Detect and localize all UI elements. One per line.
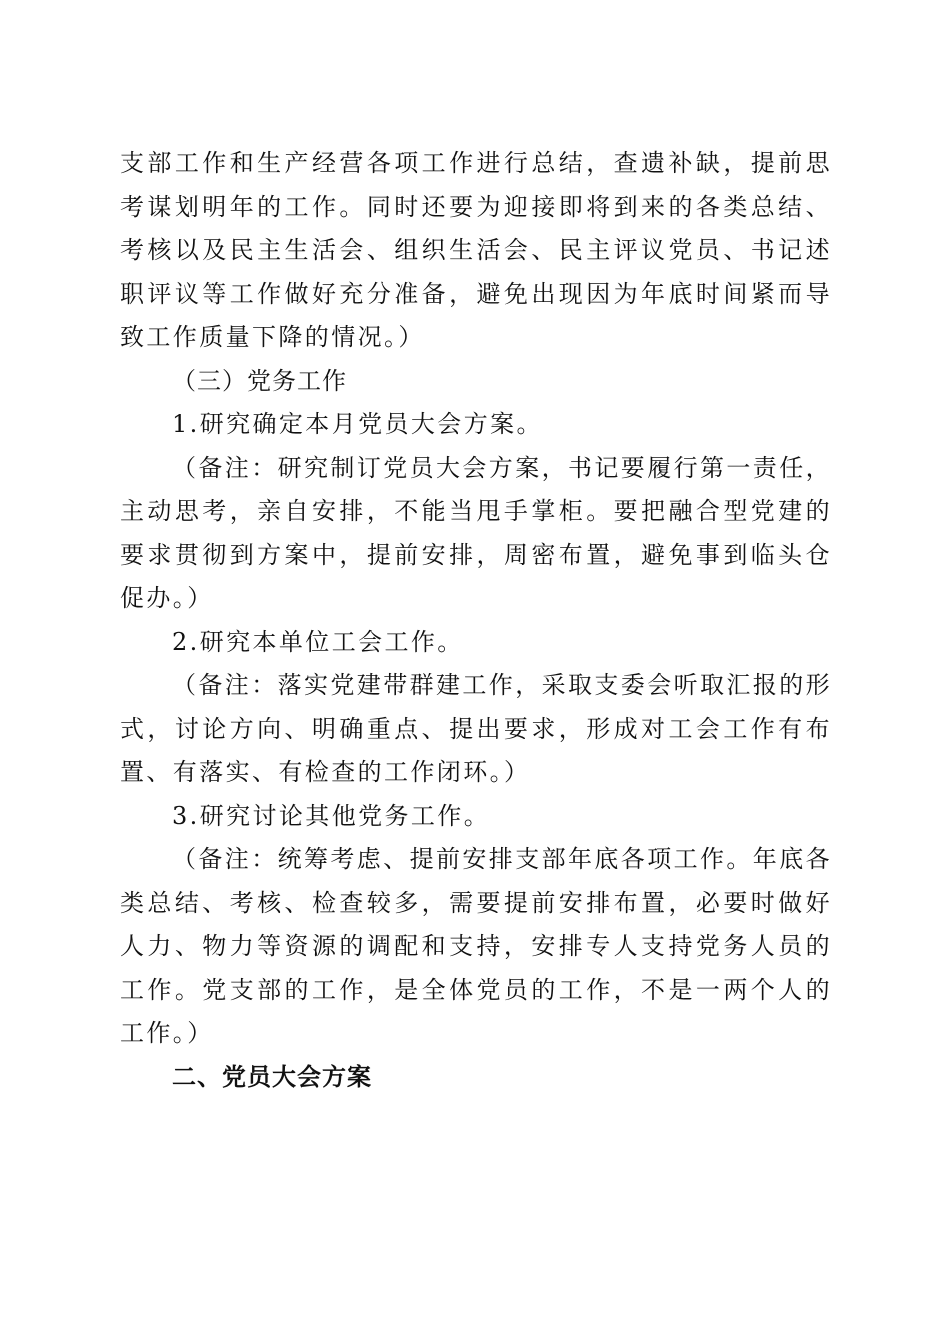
continuation-paragraph: 支部工作和生产经营各项工作进行总结，查遗补缺，提前思考谋划明年的工作。同时还要为迎接即将到来的各类总结、考核以及民主生活会、组织生活会、民主评议党员、书记述职评议等工作做好充分准备，避免出现因为年底时间紧而导致工作质量下降的情况。） [120,149,832,351]
section-three-title: （三）党务工作 [172,366,347,395]
item-note: （备注：统筹考虑、提前安排支部年底各项工作。年底各类总结、考核、检查较多，需要提前安排布置，必要时做好人力、物力等资源的调配和支持，安排专人支持党务人员的工作。党支部的工作，是全体党员的工作，不是一两个人的工作。） [120,845,832,1047]
item-title: 3.研究讨论其他党务工作。 [172,801,491,830]
section-two-heading: 二、党员大会方案 [172,1062,372,1091]
document-body [120,142,832,1099]
item-note: （备注：研究制订党员大会方案，书记要履行第一责任，主动思考，亲自安排，不能当甩手掌柜。要把融合型党建的要求贯彻到方案中，提前安排，周密布置，避免事到临头仓促办。） [120,453,832,612]
item-title: 1.研究确定本月党员大会方案。 [172,410,543,438]
item-title: 2.研究本单位工会工作。 [172,627,464,656]
item-note: （备注：落实党建带群建工作，采取支委会听取汇报的形式，讨论方向、明确重点、提出要求，形成对工会工作有布置、有落实、有检查的工作闭环。） [120,671,832,786]
